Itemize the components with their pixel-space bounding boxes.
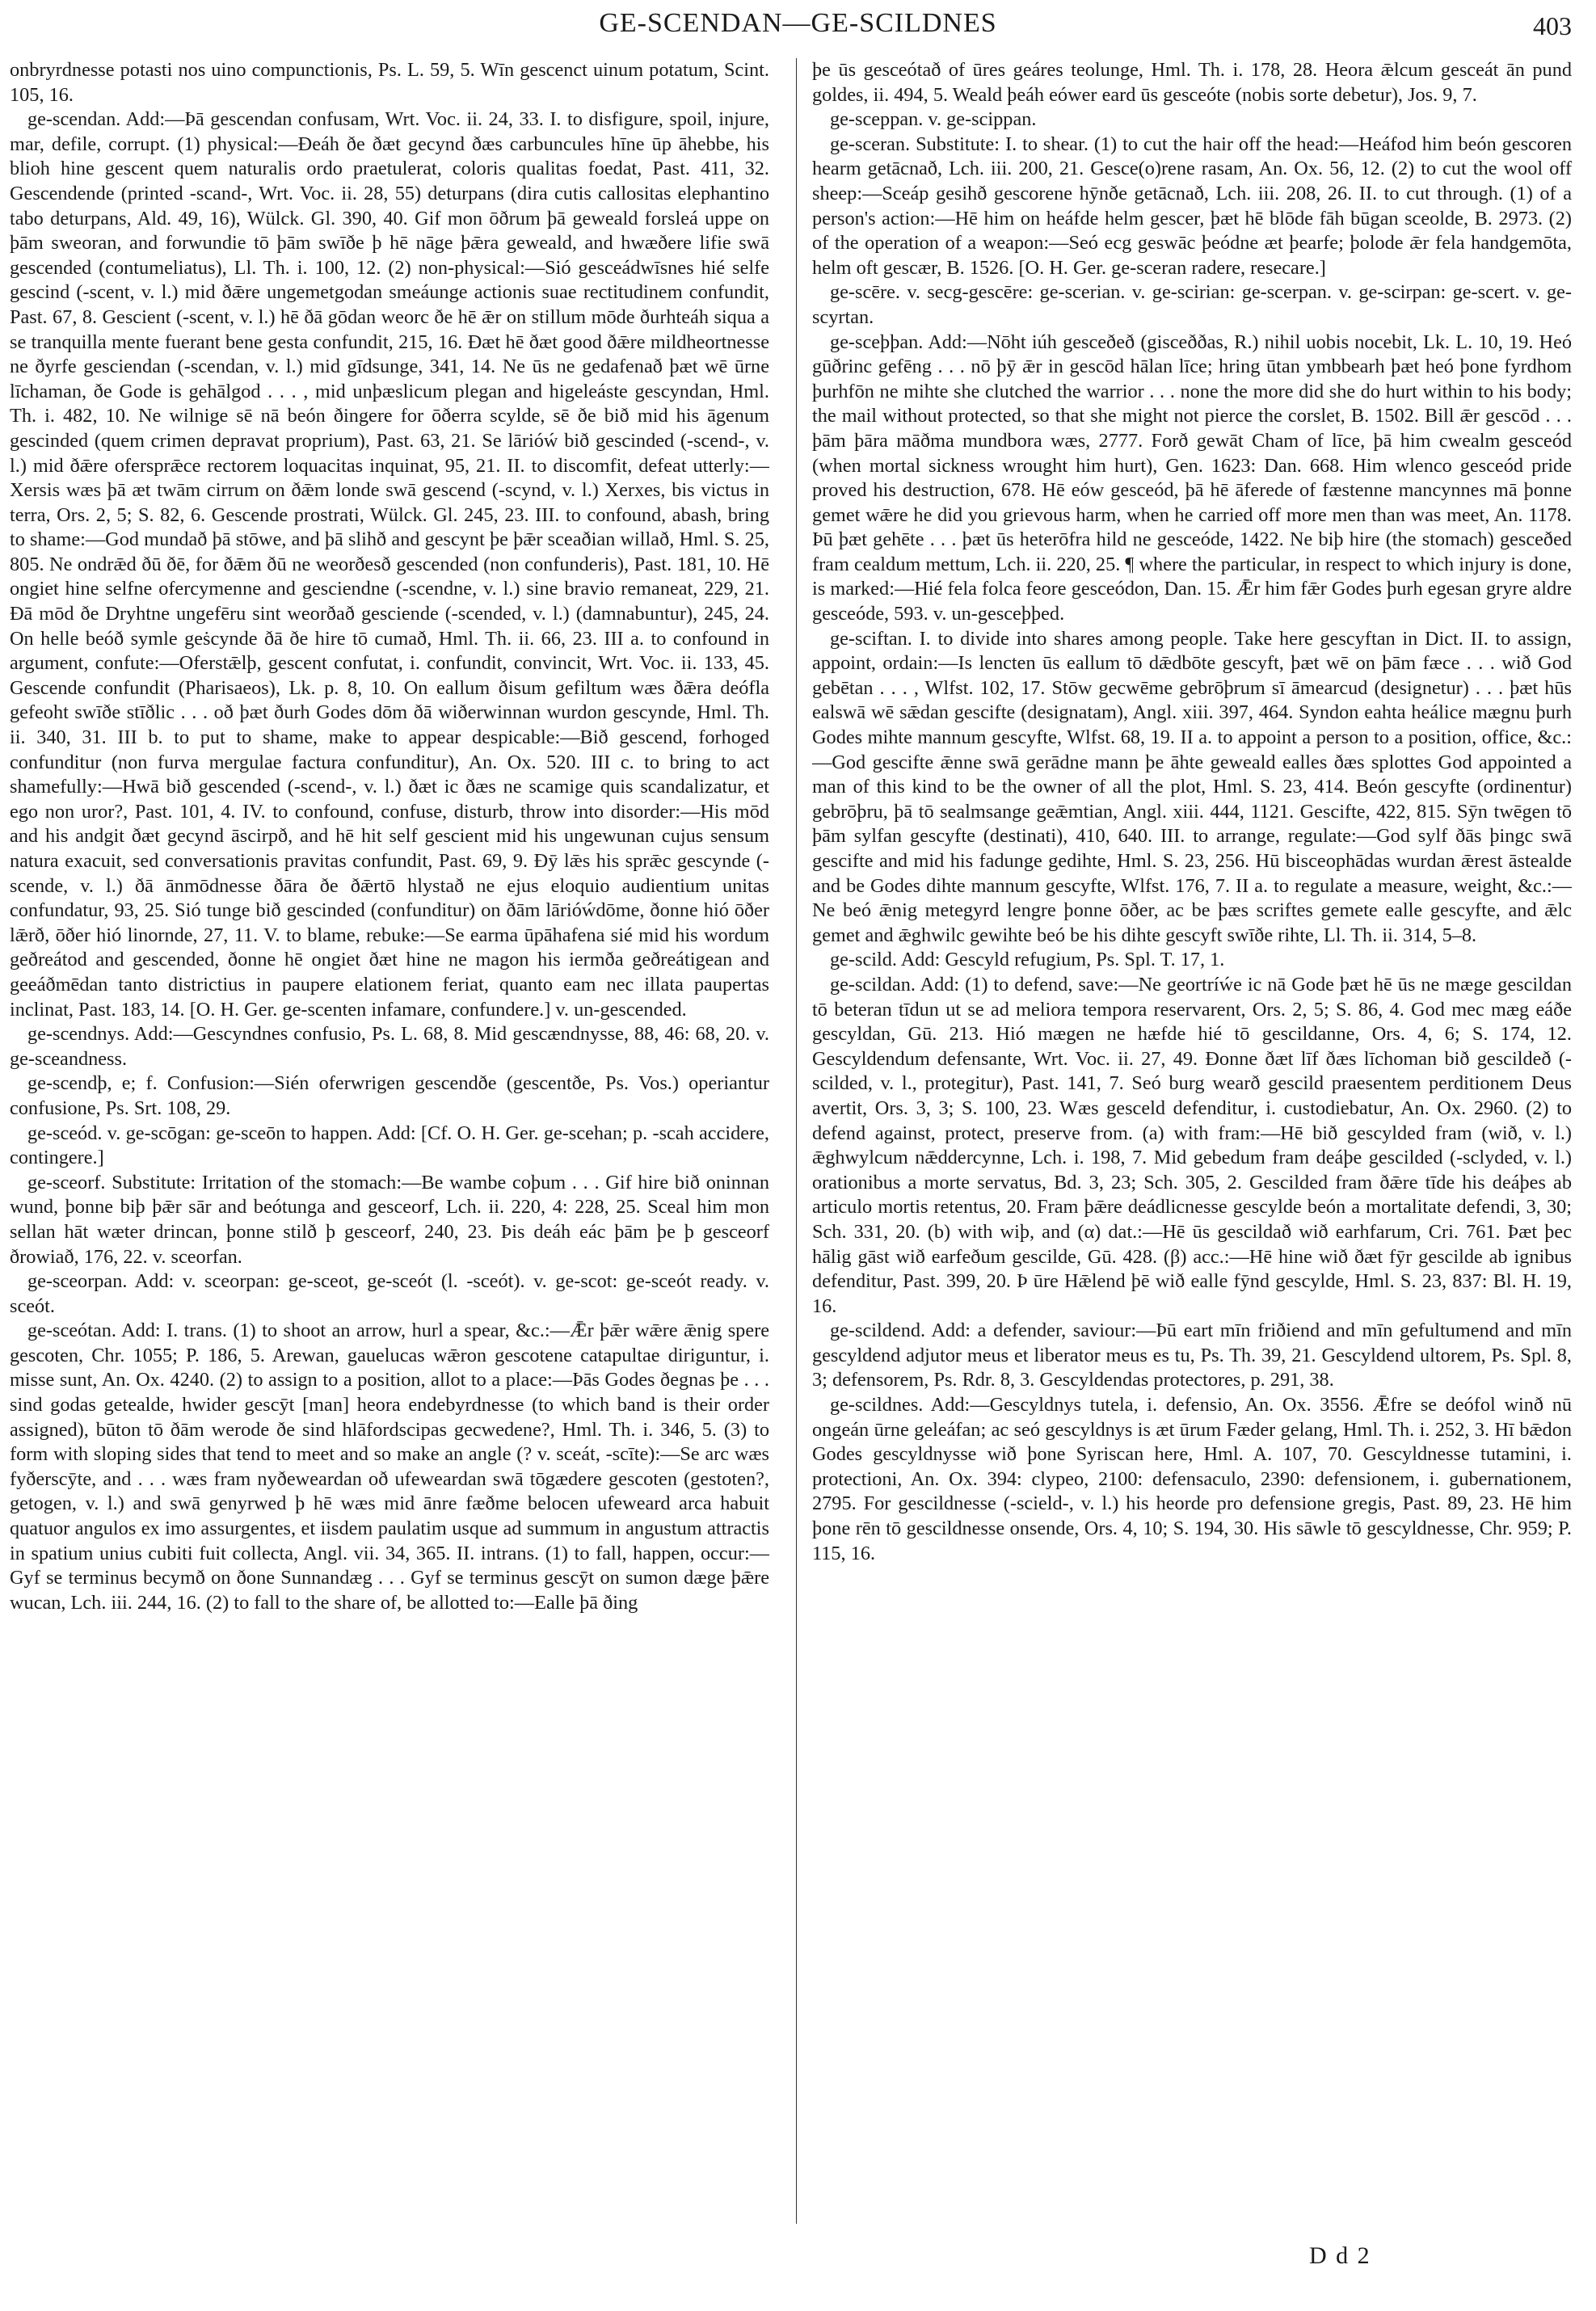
dictionary-entry: ge-sceþþan. Add:—Nōht iúh gesceðeð (gisceððas, R.) nihil uobis nocebit, Lk. L. 10, 19. Heó gūðrinc gefēng . . . nō þȳ ǣr in gescōd hālan līce; hring ūtan ymbbearh þæt heó þone fyrdhom þurhfōn ne mihte she clutched the warrior . . . none the more did she do hurt within to his body; the mail without protected, so that she might not pierce the corslet, B. 1502. Bill ǣr gescōd . . . þām þāra māðma mundbora wæs, 2777. Forð gewāt Cham of līce, þā him cwealm gesceód (when mortal sickness wrought him hurt), Gen. 1623: Dan. 668. Him wlenco gesceód pride proved his destruction, 678. Hē eów gesceód, þā hē āferede of fæstenne mancynnes mā þonne gemet wǣre he did you grievous harm, when he carried off more men than was meet, An. 1178. Þū þæt gehēte . . . þæt ūs heterōfra hild ne gesceóde, 1422. Ne biþ hire (the stomach) gesceðed fram cealdum mettum, Lch. ii. 220, 25. ¶ where the particular, in respect to which injury is done, is marked:—Hié fela folca feore gesceódon, Dan. 15. Ǣr him fǣr Godes þurh egesan gryre aldre gesceóde, 593. v. un-gesceþþed.: [812, 330, 1572, 625]
page-number: 403: [1533, 11, 1572, 40]
dictionary-entry: ge-scendnys. Add:—Gescyndnes confusio, Ps. L. 68, 8. Mid gescændnysse, 88, 46: 68, 20. v. ge-sceandness.: [10, 1023, 769, 1070]
right-column: [812, 58, 1572, 2232]
dictionary-entry: ge-scendþ, e; f. Confusion:—Sién oferwrigen gescendðe (gescentðe, Ps. Vos.) operiantur confusione, Ps. Srt. 108, 29.: [10, 1072, 769, 1119]
dictionary-entry: ge-sciftan. I. to divide into shares among people. Take here gescyftan in Dict. II. to assign, appoint, ordain:—Is lencten ūs eallum tō dǣdbōte gescyft, þæt wē on þām fæce . . . wið God gebētan . . . , Wlfst. 102, 17. Stōw gecwēme gebrōþrum sī āmearcud (designetur) . . . þæt hūs ealswā wē sǣdan gescifte (designatam), Angl. xiii. 397, 464. Syndon eahta heálice mægnu þurh Godes mihte mannum gescyfte, Wlfst. 68, 19. II a. to appoint a person to a position, office, &c.:—God gescifte ǣnne swā gerādne mann þe āhte geweald ealles ðæs splottes God appointed a man of this kind to be the owner of all the plot, Hml. S. 23, 414. Beón gescyfte (ordinentur) gebrōþru, þā tō sealmsange geǣmtian, Angl. xiii. 444, 1121. Gescifte, 422, 815. Sȳn twēgen tō þām sylfan gescyfte (destinati), 410, 640. III. to arrange, regulate:—God sylf ðās þingc swā gescifte and mid his fadunge gedihte, Hml. S. 23, 256. Hū bisceophādas wurdan ǣrest āstealde and be Godes dihte mannum gescyfte, Wlfst. 176, 7. II a. to regulate a measure, weight, &c.:—Ne beó ǣnig metegyrd lengre þonne ōðer, ac be þæs scriftes gemete ealle gescyfte, and ǣlc gemet and ǣghwilc gewihte beó be his dihte gescyft swīðe rihte, Ll. Th. ii. 314, 5–8.: [812, 627, 1572, 946]
dictionary-entry: ge-scildend. Add: a defender, saviour:—Þū eart mīn friðiend and mīn gefultumend and mīn gescyldend adjutor meus et liberator meus es tu, Ps. Th. 39, 21. Gescyldend ultorem, Ps. Spl. 8, 3; defensorem, Ps. Rdr. 8, 3. Gescyldendas protectores, p. 291, 38.: [812, 1320, 1572, 1391]
signature-mark: D d 2: [1309, 2242, 1371, 2269]
left-column: [10, 58, 769, 2232]
dictionary-entry: ge-scildnes. Add:—Gescyldnys tutela, i. defensio, An. Ox. 3556. Ǣfre se deófol winð nū ongeán ūrne geleáfan; ac seó gescyldnys is æt ūrum Fæder gelang, Hml. Th. i. 252, 3. Hī bǣdon Godes gescyldnysse wið þone Syriscan here, Hml. A. 107, 70. Gescyldnesse tutamini, i. protectioni, An. Ox. 394: clypeo, 2100: defensaculo, 2390: defensionem, i. gubernationem, 2795. For gescildnesse (-scield-, v. l.) his heorde pro defensione gregis, Past. 89, 23. Hē him þone rēn tō gescildnesse onsende, Ors. 4, 10; S. 194, 30. His sāwle tō gescyldnesse, Chr. 959; P. 115, 16.: [812, 1394, 1572, 1564]
dictionary-entry: ge-scendan. Add:—Þā gescendan confusam, Wrt. Voc. ii. 24, 33. I. to disfigure, spoil, injure, mar, defile, corrupt. (1) physical:—Ðeáh ðe ðæt gecynd ðæs carbuncules hīne ūp āhebbe, his blioh hine gescent quem naturalis ordo praetulerat, coloris qualitas foedat, Past. 411, 32. Gescendende (printed -scand-, Wrt. Voc. ii. 28, 55) deturpans (dira cutis callositas elephantino tabo deturpans, Ald. 49, 16), Wülck. Gl. 390, 40. Gif mon ōðrum þā geweald forsleá uppe on þām sweoran, and forwundie tō þām swīðe þ hē nāge þǣra geweald, and hwæðere lifie swā gescended (contumeliatus), Ll. Th. i. 100, 12. (2) non-physical:—Sió gesceádwīsnes hié selfe gescind (-scent, v. l.) mid ðǣre ungemetgodan smeáunge actionis suae rectitudinem confundit, Past. 67, 8. Gescient (-scent, v. l.) hē ðā gōdan weorc ðe hē ǣr on stillum mōde ðurhteáh siqua a se tranquilla mente fuerant bene gesta confundit, 215, 16. Ðæt hē ðæt good ðǣre mildheortnesse ne ðyrfe gesciendan (-scendan, v. l.) mid gīdsunge, 341, 14. Ne ūs ne gedafenað þæt wē ūrne līchaman, ðe Gode is gehālgod . . . , mid unþæslicum plegan and higeleáste gescyndan, Hml. Th. i. 482, 10. Ne wilnige sē nā beón ðingere for ōðerra scylde, sē ðe bið mid his āgenum gescinded (quem crimen depravat proprium), Past. 63, 21. Se lārióẃ bið gescinded (-scend-, v. l.) mid ðǣre ofersprǣce rectorem loquacitas inquinat, 95, 21. II. to discomfit, defeat utterly:—Xersis wæs þā æt twām cirrum on ðǣm londe swā gescend (-scynd, v. l.) Xerxes, bis victus in terra, Ors. 2, 5; S. 82, 6. Gescende prostrati, Wülck. Gl. 245, 23. III. to confound, abash, bring to shame:—God mundað þā stōwe, and þā slihð and gescynt þe þǣr sceaðian willað, Hml. S. 25, 805. Ne ondrǣd ðū ðē, for ðǣm ðū ne weorðesð gescended (non confunderis), Past. 181, 10. Hē ongiet hine selfne ofercymenne and gesciendne (-scendne, v. l.) sine bravio remaneat, 229, 21. Ðā mōd ðe Dryhtne ungefēru sint weorðað gesciende (-scended, v. l.) (damnabuntur), 245, 24. On helle beóð symle geṡcynde ðā ðe hire tō cumað, Hml. Th. ii. 66, 23. III a. to confound in argument, confute:—Oferstǣlþ, gescent confutat, i. confundit, convincit, Wrt. Voc. ii. 133, 45. Gescende confundit (Pharisaeos), Lk. p. 8, 10. On eallum ðisum gefiltum wæs ðǣra deófla gefeoht swīðe stīðlic . . . oð þæt ðurh Godes dōm ðā wiðerwinnan wurdon gescynde, Hml. Th. ii. 340, 31. III b. to put to shame, make to appear despicable:—Bið gescend, forhoged confunditur (non furva mergulae factura confunditur), An. Ox. 520. III c. to bring to act shamefully:—Hwā bið gescended (-scend-, v. l.) ðæt ic ðæs ne scamige quis scandalizatur, et ego non uror?, Past. 101, 4. IV. to confound, confuse, disturb, throw into disorder:—His mōd and his andgit ðæt gecynd āscirpð, and hē hit self gescient mid his ungewunan cujus sensum natura exacuit, sed conversationis pravitas confundit, Past. 69, 9. Ðȳ lǣs his sprǣc gescynde (-scende, v. l.) ðā ānmōdnesse ðāra ðe ðǣrtō hlystað ne ejus eloquio audientium unitas confundatur, 93, 25. Sió tunge bið gescinded (confunditur) on ðām lārióẃdōme, ðonne hió ōðer lǣrð, ōðer hió linornde, 27, 11. V. to blame, rebuke:—Se earma ūpāhafena sié mid his wordum geðreátod and gescended, ðonne hē ongiet ðæt hine ne magon his iermða geðreátigean and geeáðmēdan tanto districtius in paupere elationem feriat, quanto eam nec illata paupertas inclinat, Past. 183, 14. [O. H. Ger. ge-scenten infamare, confundere.] v. un-gescended.: [10, 108, 769, 1021]
dictionary-entry: ge-scēre. v. secg-gescēre: ge-scerian. v. ge-scirian: ge-scerpan. v. ge-scirpan: ge-scert. v. ge-scyrtan.: [812, 281, 1572, 328]
dictionary-entry: onbryrdnesse potasti nos uino compunctionis, Ps. L. 59, 5. Wīn gescenct uinum potatum, Scint. 105, 16.: [10, 59, 769, 106]
dictionary-entry: þe ūs gesceótað of ūres geáres teolunge, Hml. Th. i. 178, 28. Heora ǣlcum gesceát ān pund goldes, ii. 494, 5. Weald þeáh eówer eard ūs gesceóte (nobis sorte debetur), Jos. 9, 7.: [812, 59, 1572, 106]
column-divider: [796, 58, 797, 2224]
running-head: GE-SCENDAN—GE-SCILDNES: [599, 8, 997, 38]
dictionary-entry: ge-sceppan. v. ge-scippan.: [830, 108, 1037, 131]
page-header: [0, 8, 1596, 48]
dictionary-entry: ge-sceótan. Add: I. trans. (1) to shoot an arrow, hurl a spear, &c.:—Ǣr þǣr wǣre ǣnig spere gescoten, Chr. 1055; P. 186, 5. Arewan, gauelucas wǣron gescotene catapultae diriguntur, i. misse sunt, An. Ox. 4240. (2) to assign to a position, allot to a place:—Þās Godes ðegnas þe . . . sind godas getealde, hwider gescȳt [man] heora endebyrdnesse (to which band is their order assigned), būton tō ðām werode ðe sind hlāfordscipas gecwedene?, Hml. Th. i. 346, 5. (3) to form with sloping sides that tend to meet and so make an angle (? v. sceát, -scīte):—Se arc wæs fyðerscȳte, and . . . wæs fram nyðeweardan oð ufeweardan swā tōgædere gescoten (gestoten?, getogen, v. l.) and swā genyrwed þ hē wæs mid ānre fæðme belocen ufeweard arca habuit quatuor angulos ex imo assurgentes, et iisdem paulatim usque ad summum in angustum attractis in spatium unius cubiti fuit collecta, Angl. vii. 34, 365. II. intrans. (1) to fall, happen, occur:—Gyf se terminus becymð on ðone Sunnandæg . . . Gyf se terminus gescȳt on sumon dæge þǣre wucan, Lch. iii. 244, 16. (2) to fall to the share of, be allotted to:—Ealle þā ðing: [10, 1320, 769, 1614]
dictionary-entry: ge-scildan. Add: (1) to defend, save:—Ne geortríẃe ic nā Gode þæt hē ūs ne mæge gescildan tō beteran tīdun ut se ad meliora tempora reservarent, Ors. 2, 5; S. 86, 4. God mec mæg eáðe gescyldan, Gū. 213. Hió mægen ne hæfde hié tō gescildanne, Ors. 4, 6; S. 174, 12. Gescyldendum defensante, Wrt. Voc. ii. 27, 49. Ðonne ðæt līf ðæs līchoman bið gescildeð (-scilded, v. l., protegitur), Past. 141, 7. Seó burg wearð gescild praesentem perditionem Deus avertit, Ors. 3, 3; S. 100, 23. Wæs gesceld defenditur, i. custodiebatur, An. Ox. 2960. (2) to defend against, protect, preserve from. (a) with fram:—Hē bið gescylded fram (wið, v. l.) ǣghwylcum nǣddercynne, Lch. i. 198, 7. Mid gebedum fram deáþe gescilded (-sclyded, v. l.) orationibus a morte servatus, Bd. 3, 23; Sch. 305, 2. Gescilded fram ðǣre tīde his deáþes ab articulo mortis retentus, 20. Fram þǣre deádlicnesse gescylde beón a mortalitate defendi, 3, 30; Sch. 331, 20. (b) with wiþ, and (α) dat.:—Hē ūs gescildað wið earhfarum, Cri. 761. Þæt þec hālig gāst wið earfeðum gescilde, Gū. 428. (β) acc.:—Hē hine wið ðæt fȳr gescilde ab ignibus defenditur, Past. 399, 20. Þ ūre Hǣlend þē wið ealle fȳnd gescylde, Hml. S. 23, 837: Bl. H. 19, 16.: [812, 973, 1572, 1317]
dictionary-entry: ge-sceorf. Substitute: Irritation of the stomach:—Be wambe coþum . . . Gif hire bið oninnan wund, þonne biþ þǣr sār and beótunga and gesceorf, Lch. ii. 220, 4: 228, 25. Sceal him mon sellan hāt wæter drincan, þonne stilð þ gesceorf, 240, 23. Þis deáh eác þām þe þ gesceorf ðrowiað, 176, 22. v. sceorfan.: [10, 1171, 769, 1268]
dictionary-entry: ge-sceran. Substitute: I. to shear. (1) to cut the hair off the head:—Heáfod him beón gescoren hearm getācnað, Lch. iii. 200, 21. Gesce(o)rene rasam, An. Ox. 56, 12. (2) to cut the wool off sheep:—Sceáp gesihð gescorene hȳnðe getācnað, Lch. iii. 208, 26. II. to cut through. (1) of a person's action:—Hē him on heáfde helm gescer, þæt hē blōde fāh būgan sceolde, B. 2973. (2) of the operation of a weapon:—Seó ecg geswāc þeódne æt þearfe; þolode ǣr fela handgemōta, helm oft gescær, B. 1526. [O. H. Ger. ge-sceran radere, resecare.]: [812, 133, 1572, 279]
dictionary-entry: ge-sceorpan. Add: v. sceorpan: ge-sceot, ge-sceót (l. -sceót). v. ge-scot: ge-sceót ready. v. sceót.: [10, 1270, 769, 1317]
dictionary-entry: ge-sceód. v. ge-scōgan: ge-sceōn to happen. Add: [Cf. O. H. Ger. ge-scehan; p. -scah accidere, contingere.]: [10, 1122, 769, 1169]
dictionary-entry: ge-scild. Add: Gescyld refugium, Ps. Spl. T. 17, 1.: [830, 949, 1225, 971]
